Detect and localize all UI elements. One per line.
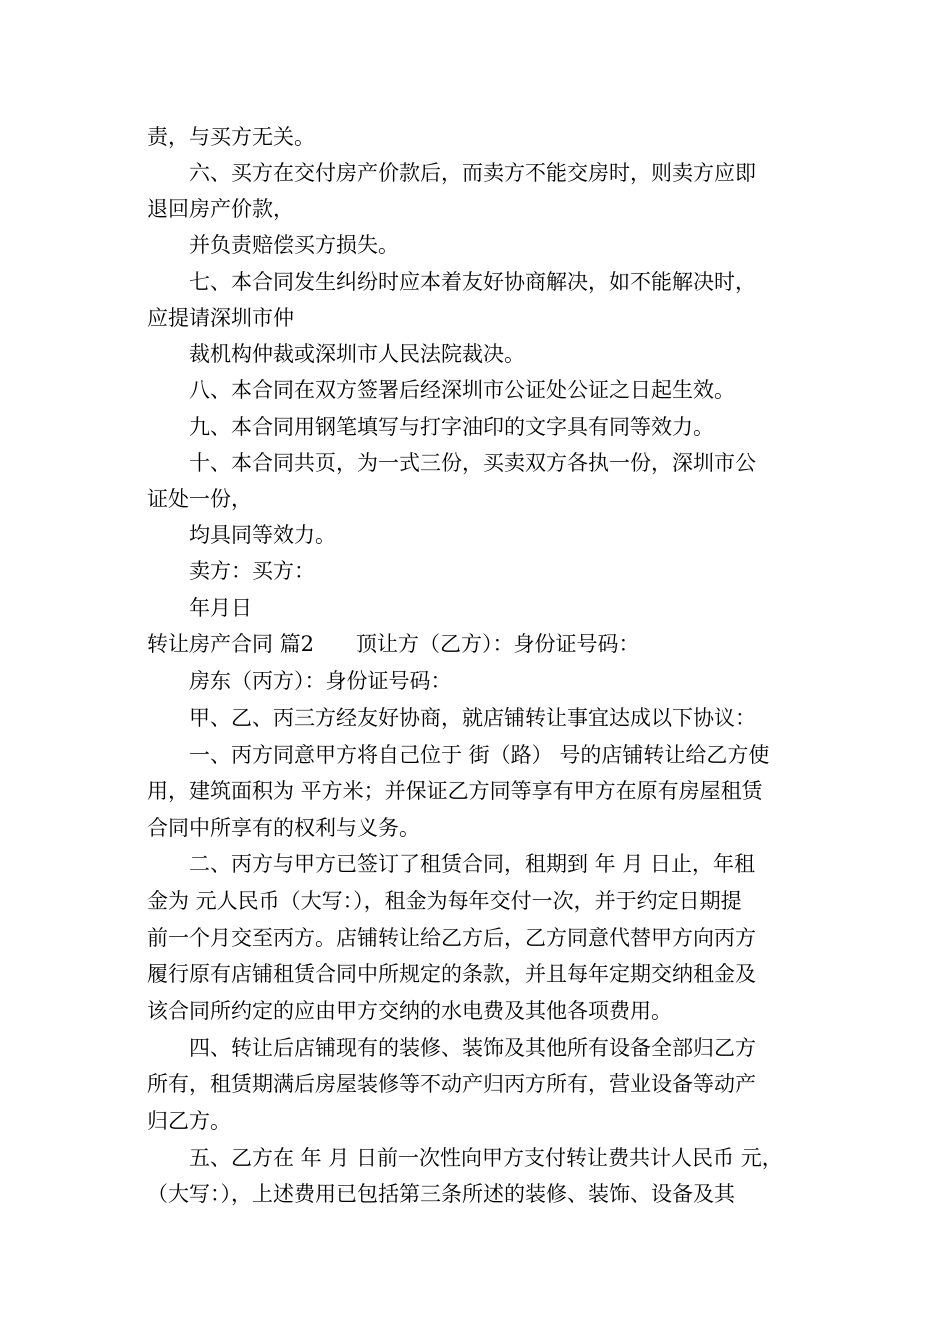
text-line: 五、乙方在 年 月 日前一次性向甲方支付转让费共计人民币 元， [189, 1146, 783, 1170]
text-line: 六、买方在交付房产价款后，而卖方不能交房时，则卖方应即 [189, 161, 756, 185]
text-line: 责，与买方无关。 [147, 125, 315, 149]
text-line: 归乙方。 [147, 1109, 231, 1133]
text-line: 一、丙方同意甲方将自己位于 街（路） 号的店铺转让给乙方使 [189, 743, 770, 767]
text-line: 应提请深圳市仲 [147, 306, 294, 330]
text-line: 年月日 [189, 596, 252, 620]
text-line: 房东（丙方）：身份证号码： [189, 669, 452, 693]
text-line: 前一个月交至丙方。店铺转让给乙方后，乙方同意代替甲方向丙方 [147, 926, 756, 950]
text-line: 证处一份， [147, 487, 252, 511]
text-line: 甲、乙、丙三方经友好协商，就店铺转让事宜达成以下协议： [189, 706, 756, 730]
text-line: 九、本合同用钢笔填写与打字油印的文字具有同等效力。 [189, 415, 714, 439]
text-line: 所有，租赁期满后房屋装修等不动产归丙方所有，营业设备等动产 [147, 1072, 756, 1096]
text-line: 十、本合同共页，为一式三份，买卖双方各执一份，深圳市公 [189, 451, 756, 475]
text-line: 八、本合同在双方签署后经深圳市公证处公证之日起生效。 [189, 378, 735, 402]
text-line: 卖方：买方： [189, 559, 315, 583]
text-line: 二、丙方与甲方已签订了租赁合同，租期到 年 月 日止，年租 [189, 852, 756, 876]
text-line: 用，建筑面积为 平方米；并保证乙方同等享有甲方在原有房屋租赁 [147, 779, 763, 803]
text-line: 合同中所享有的权利与义务。 [147, 816, 420, 840]
text-line: 七、本合同发生纠纷时应本着友好协商解决，如不能解决时， [189, 270, 756, 294]
text-line: 均具同等效力。 [189, 523, 336, 547]
text-line: 退回房产价款， [147, 197, 294, 221]
text-line: （大写：），上述费用已包括第三条所述的装修、装饰、设备及其 [147, 1182, 735, 1206]
text-line: 该合同所约定的应由甲方交纳的水电费及其他各项费用。 [147, 999, 672, 1023]
text-line: 金为 元人民币（大写：），租金为每年交付一次，并于约定日期提 [147, 889, 742, 913]
section-heading: 转让房产合同 篇2 顶让方（乙方）：身份证号码： [147, 632, 640, 656]
text-line: 履行原有店铺租赁合同中所规定的条款，并且每年定期交纳租金及 [147, 962, 756, 986]
text-line: 裁机构仲裁或深圳市人民法院裁决。 [189, 342, 525, 366]
text-line: 并负责赔偿买方损失。 [189, 233, 399, 257]
text-line: 四、转让后店铺现有的装修、装饰及其他所有设备全部归乙方 [189, 1036, 756, 1060]
